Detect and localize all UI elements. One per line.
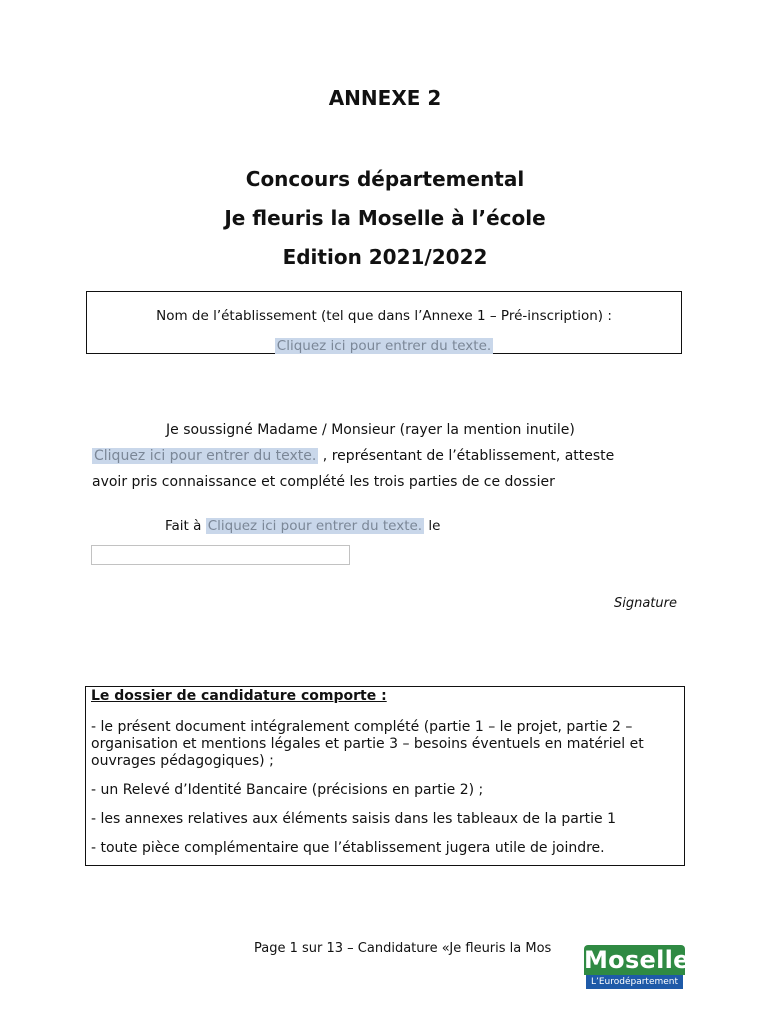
attestation-line-1: Je soussigné Madame / Monsieur (rayer la mention inutile) xyxy=(166,422,575,438)
establishment-box xyxy=(86,291,682,354)
dossier-item: - un Relevé d’Identité Bancaire (précisions en partie 2) ; xyxy=(91,782,484,798)
title-block xyxy=(0,160,770,277)
place-field[interactable]: Cliquez ici pour entrer du texte. xyxy=(207,518,423,534)
page-footer: Page 1 sur 13 – Candidature «Je fleuris la Mos xyxy=(254,941,552,956)
heading-contest: Concours départemental xyxy=(245,167,525,191)
logo-tagline: L’Eurodépartement xyxy=(586,975,683,989)
dossier-item: - toute pièce complémentaire que l’établissement jugera utile de joindre. xyxy=(91,840,605,856)
heading-edition: Edition 2021/2022 xyxy=(282,245,488,269)
attestation-line-2 xyxy=(92,443,682,469)
heading-program: Je fleuris la Moselle à l’école xyxy=(224,206,546,230)
logo-wordmark: Moselle xyxy=(584,946,690,974)
signature-label: Signature xyxy=(613,596,677,611)
attestation-line-2-text: , représentant de l’établissement, atteste xyxy=(318,448,615,464)
dossier-heading: Le dossier de candidature comporte : xyxy=(91,688,387,704)
establishment-name-field[interactable]: Cliquez ici pour entrer du texte. xyxy=(276,338,492,354)
moselle-logo xyxy=(584,945,690,989)
signatory-name-field[interactable]: Cliquez ici pour entrer du texte. xyxy=(94,448,317,464)
date-field[interactable] xyxy=(91,545,350,565)
annexe-title: ANNEXE 2 xyxy=(328,86,442,110)
dossier-item: - le présent document intégralement complété (partie 1 – le projet, partie 2 – organisation et mentions légales et partie 3 – besoins éventuels en matériel et ouvrages pédagogiques) ; xyxy=(91,719,644,769)
attestation-line-3: avoir pris connaissance et complété les trois parties de ce dossier xyxy=(92,474,555,490)
place-prefix: Fait à xyxy=(165,518,206,534)
dossier-box xyxy=(85,686,685,866)
attestation-paragraph xyxy=(92,417,682,495)
dossier-item: - les annexes relatives aux éléments saisis dans les tableaux de la partie 1 xyxy=(91,811,616,827)
establishment-label: Nom de l’établissement (tel que dans l’Annexe 1 – Pré-inscription) : xyxy=(156,308,612,324)
place-line xyxy=(165,518,440,534)
place-suffix: le xyxy=(424,518,441,534)
